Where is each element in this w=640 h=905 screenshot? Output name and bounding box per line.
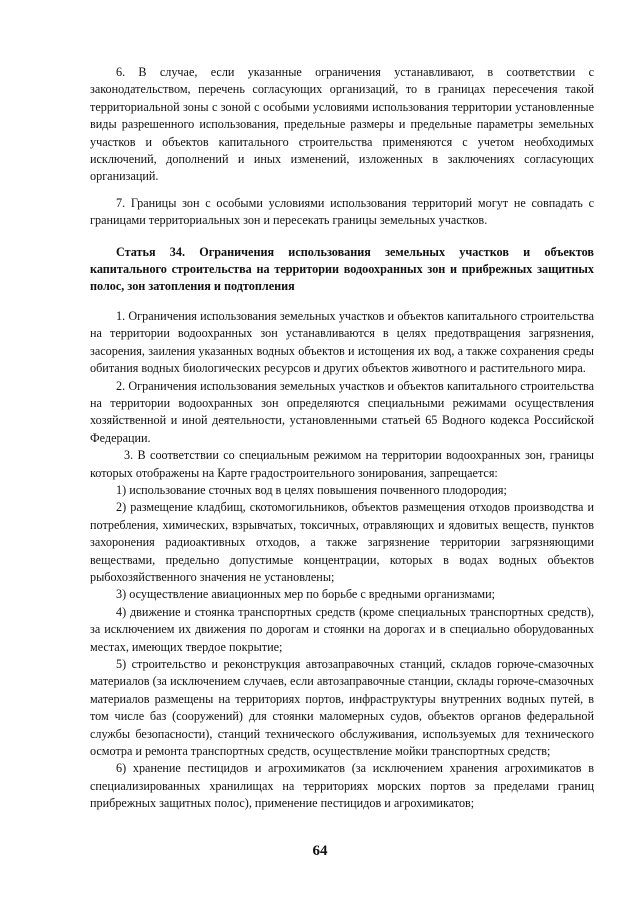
paragraph-6: 6. В случае, если указанные ограничения устанавливают, в соответствии с законодательством, перечень согласующих организаций, то в границах пересечения такой территориальной зоны с зоной с особыми условиями использования территории установленные виды разрешенного использования, предельные размеры и предельные параметры земельных участков и объектов капитального строительства применяются с учетом необходимых исключений, дополнений и иных изменений, изложенных в заключениях согласующих организаций. [90, 65, 594, 184]
list-item: 3) осуществление авиационных мер по борьбе с вредными организмами; [116, 587, 496, 602]
document-page [90, 64, 594, 813]
page-number: 64 [312, 843, 328, 859]
list-item: 4) движение и стоянка транспортных средств (кроме специальных транспортных средств), за исключением их движения по дорогам и стоянки на дорогах и в специально оборудованных местах, имеющих твердое покрытие; [90, 604, 594, 654]
article-paragraph-1: 1. Ограничения использования земельных участков и объектов капитального строительства на территории водоохранных зон устанавливаются в целях предотвращения загрязнения, засорения, заиления указанных водных объектов и истощения их вод, а также сохранения среды обитания водных биологических ресурсов и других объектов животного и растительного мира. [90, 308, 594, 376]
list-item: 1) использование сточных вод в целях повышения почвенного плодородия; [116, 482, 507, 497]
article-paragraph-2: 2. Ограничения использования земельных участков и объектов капитального строительства на территории водоохранных зон определяются специальными режимами осуществления хозяйственной и иной деятельности, установленными статьей 65 Водного кодекса Российской Федерации. [90, 378, 594, 445]
paragraph-7: 7. Границы зон с особыми условиями использования территорий могут не совпадать с границами территориальных зон и пересекать границы земельных участков. [90, 195, 594, 228]
article-heading: Статья 34. Ограничения использования земельных участков и объектов капитального строительства на территории водоохранных зон и прибрежных защитных полос, зон затопления и подтопления [90, 244, 594, 294]
list-item: 5) строительство и реконструкция автозаправочных станций, складов горюче-смазочных материалов (за исключением случаев, если автозаправочные станции, склады горюче-смазочных материалов размещены на территориях портов, инфраструктуры внутренних водных путей, в том числе баз (сооружений) для стоянки маломерных судов, объектов органов федеральной службы безопасности), станций технического обслуживания, используемых для технического осмотра и ремонта транспортных средств, осуществление мойки транспортных средств; [90, 657, 594, 759]
article-paragraph-3: 3. В соответствии со специальным режимом на территории водоохранных зон, границы которых отображены на Карте градостроительного зонирования, запрещается: [90, 448, 594, 480]
list-item: 2) размещение кладбищ, скотомогильников, объектов размещения отходов производства и потребления, химических, взрывчатых, токсичных, отравляющих и ядовитых веществ, пунктов захоронения радиоактивных отходов, а также загрязнение территории загрязняющими веществами, предельно допустимые концентрации, которых в водах водных объектов рыбохозяйственного значения не установлены; [90, 500, 594, 584]
list-item: 6) хранение пестицидов и агрохимикатов (за исключением хранения агрохимикатов в специализированных хранилищах на территориях морских портов за пределами границ прибрежных защитных полос), применение пестицидов и агрохимикатов; [90, 761, 594, 811]
